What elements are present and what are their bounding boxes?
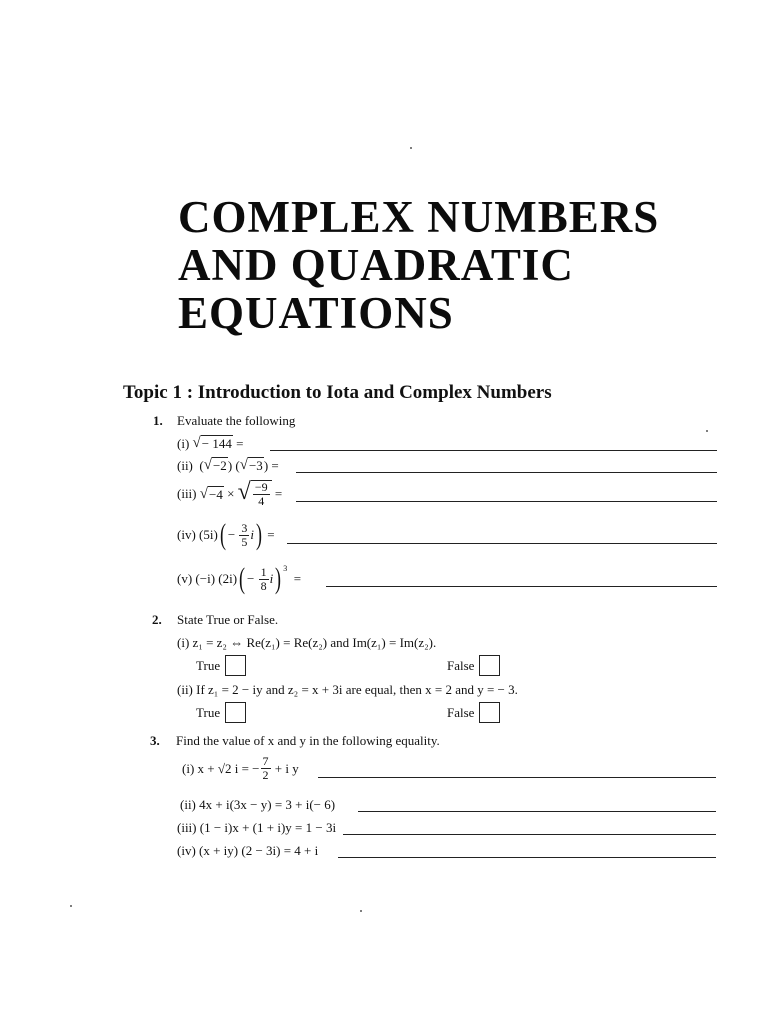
topic-heading: Topic 1 : Introduction to Iota and Complex Numbers [123, 382, 552, 403]
q1-part-i [177, 435, 243, 452]
denominator: 2 [262, 768, 269, 782]
true-label: True [196, 657, 221, 673]
q3-text: Find the value of x and y in the following equality. [176, 733, 440, 748]
q3-number: 3. [150, 733, 160, 748]
q2-ii-false-checkbox[interactable] [479, 702, 500, 723]
sqrt-fraction: √ $\frac{-9}{4}$ [238, 480, 272, 508]
exponent: 3 [283, 564, 288, 573]
numerator: 1 [260, 564, 267, 579]
radicand: −2 [212, 458, 227, 473]
right-paren: ) [275, 562, 282, 595]
answer-line-q3-iii[interactable] [343, 834, 716, 835]
q2-ii-true-checkbox[interactable] [225, 702, 246, 723]
answer-line-q3-ii[interactable] [358, 811, 716, 812]
left-paren: ( [239, 562, 246, 595]
q2-i-true-checkbox[interactable] [225, 655, 246, 676]
q1-part-iii [177, 480, 282, 508]
fraction [259, 566, 269, 593]
part-label: (iii) [177, 486, 197, 501]
q2-ii-false-option [447, 702, 500, 723]
scan-speck [410, 147, 412, 149]
answer-line-q1-iii[interactable] [296, 501, 717, 502]
false-label: False [447, 657, 475, 673]
q2-statement-i: (i) z₁ = z₂ ⇔ Re(z₁) = Re(z₂) and Im(z₁) = Im(z₂). [177, 635, 437, 650]
scan-speck [70, 905, 72, 907]
chapter-title [178, 193, 659, 337]
numerator: 3 [241, 520, 248, 535]
equals-sign: = [274, 486, 283, 501]
fraction [261, 755, 271, 782]
times-sign: × [227, 486, 235, 501]
part-label: (i) [177, 435, 190, 451]
false-label: False [447, 704, 475, 720]
q2-statement-ii: (ii) If z₁ = 2 − iy and z₂ = x + 3i are equal, then x = 2 and y = − 3. [177, 682, 518, 697]
scan-speck [360, 910, 362, 912]
answer-line-q3-i[interactable] [318, 777, 716, 778]
q2-text: State True or False. [177, 612, 279, 627]
left-paren: ( [219, 518, 226, 551]
equals-sign: = [293, 571, 302, 586]
q3-part-i [182, 755, 299, 782]
denominator: 5 [241, 534, 248, 549]
equals-sign: = [271, 457, 279, 473]
q2-i-false-option [447, 655, 500, 676]
true-label: True [196, 704, 221, 720]
part-label: (v) [177, 571, 193, 586]
chapter-title-line-3: EQUATIONS [178, 288, 454, 338]
q2-i-false-checkbox[interactable] [479, 655, 500, 676]
denominator: 8 [260, 578, 267, 593]
part-label: (iv) [177, 527, 196, 542]
part-label: (ii) [177, 457, 193, 473]
equals-sign: = [236, 435, 244, 451]
factor: (5i) [199, 527, 218, 542]
equation-right: + i y [274, 760, 299, 776]
denominator: 4 [258, 494, 265, 508]
q2-i-true-option [196, 655, 246, 676]
fraction [253, 481, 270, 508]
q1-part-iv [177, 520, 275, 550]
numerator: −9 [254, 480, 268, 494]
sqrt-expression: √ −3 [239, 457, 263, 473]
fraction [239, 522, 249, 549]
minus-sign: − [247, 571, 255, 586]
chapter-title-line-1: COMPLEX NUMBERS [178, 192, 660, 242]
q3-part-iv: (iv) (x + iy) (2 − 3i) = 4 + i [177, 843, 319, 858]
radicand: − 144 [201, 436, 232, 451]
q3-part-iii: (iii) (1 − i)x + (1 + i)y = 1 − 3i [177, 820, 337, 835]
q1-number: 1. [153, 413, 163, 428]
factor: (−i) (2i) [195, 571, 238, 586]
sqrt-expression: √ −2 [203, 457, 227, 473]
chapter-title-line-2: AND QUADRATIC [178, 240, 574, 290]
answer-line-q1-ii[interactable] [296, 472, 717, 473]
numerator: 7 [262, 754, 269, 768]
equation-left: (i) x + √2 i = − [182, 760, 260, 776]
q1-part-v [177, 564, 301, 594]
q2-ii-true-option [196, 702, 246, 723]
q1-part-ii: (ii) ( √ −2 ) ( √ −3 ) = [177, 457, 279, 473]
q2-number: 2. [152, 612, 162, 627]
scan-speck [706, 430, 708, 432]
equals-sign: = [267, 527, 275, 542]
answer-line-q3-iv[interactable] [338, 857, 716, 858]
radicand: −3 [248, 458, 263, 473]
q1-text: Evaluate the following [177, 413, 296, 428]
sqrt-expression: √ −4 [199, 485, 223, 502]
answer-line-q1-v[interactable] [326, 586, 717, 587]
answer-line-q1-iv[interactable] [287, 543, 717, 544]
minus-sign: − [227, 527, 236, 542]
answer-line-q1-i[interactable] [270, 450, 717, 451]
right-paren: ) [256, 518, 263, 551]
variable: i [250, 527, 255, 542]
sqrt-expression: √ − 144 [192, 435, 232, 451]
variable: i [269, 571, 274, 586]
radicand: −4 [208, 486, 223, 502]
q3-part-ii: (ii) 4x + i(3x − y) = 3 + i(− 6) [180, 797, 336, 812]
